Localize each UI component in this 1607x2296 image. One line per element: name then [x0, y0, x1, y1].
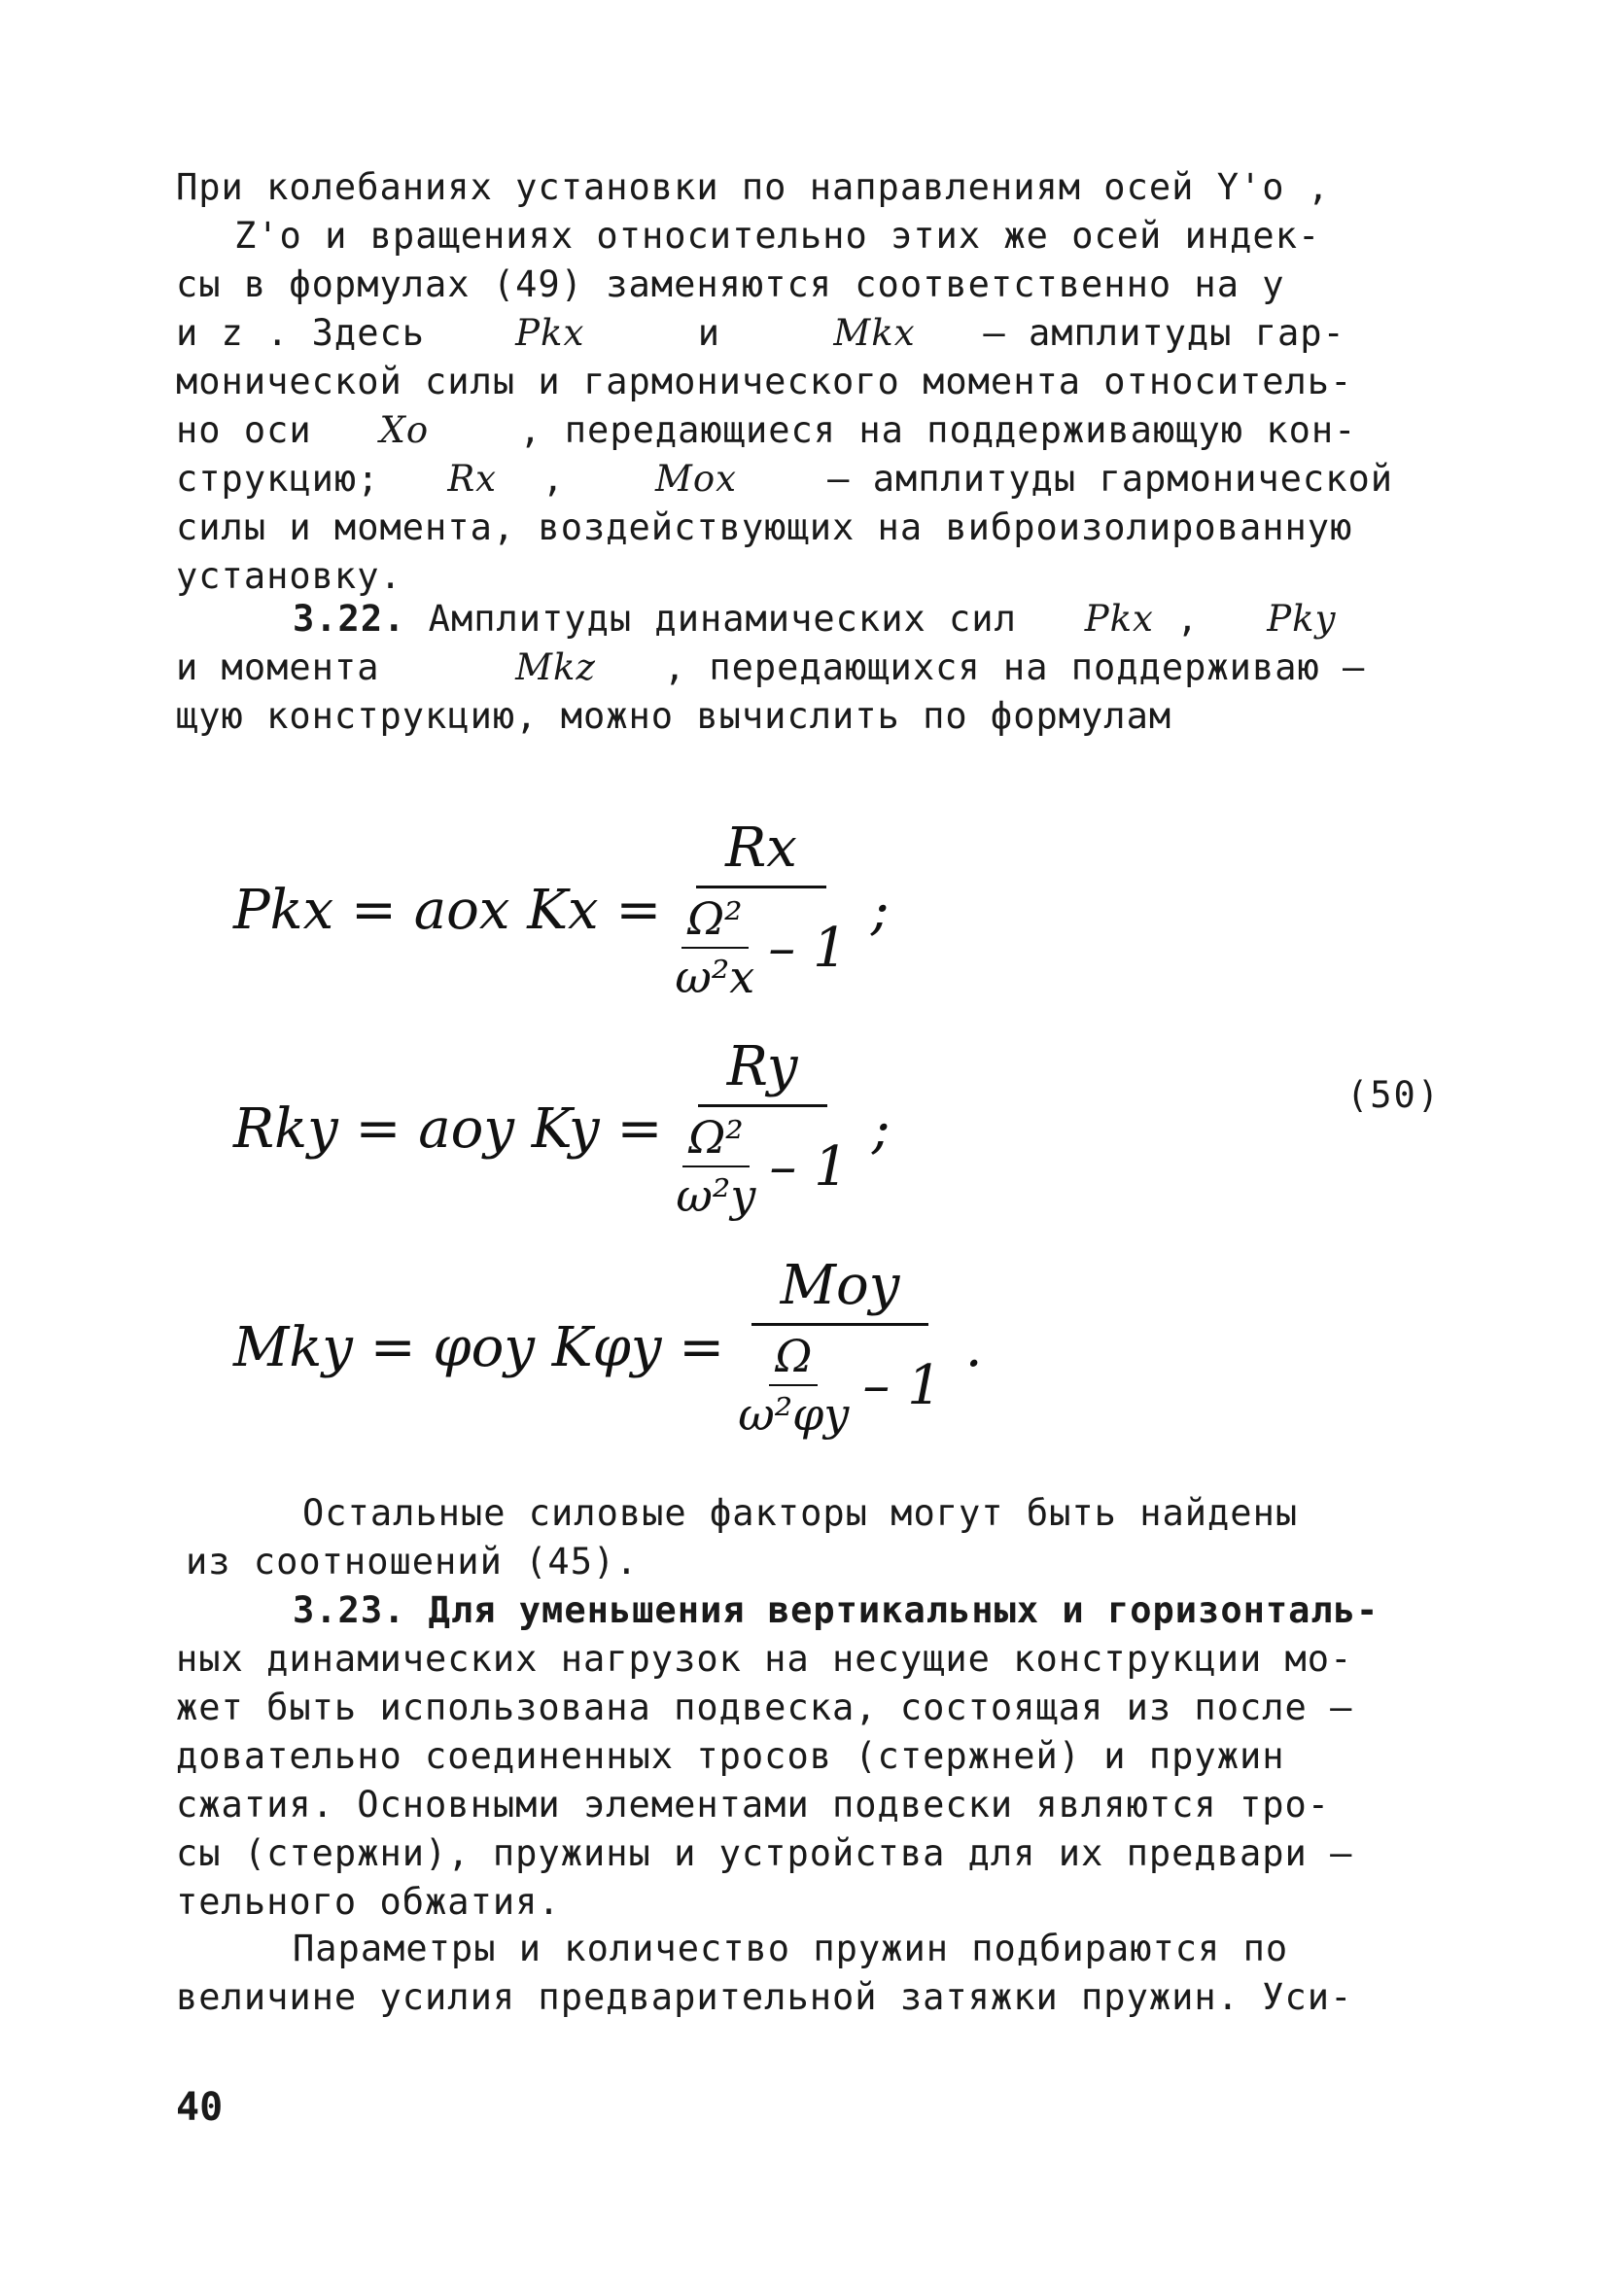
- symbol-mkx: Mkx: [833, 312, 916, 354]
- inner-denominator: ω²φy: [738, 1388, 850, 1441]
- symbol-mkz: Mkz: [515, 646, 596, 688]
- text-line: щую конструкцию, можно вычислить по формулам: [176, 695, 1172, 737]
- page-number: 40: [176, 2085, 224, 2130]
- text-line: тельного обжатия.: [176, 1881, 561, 1923]
- fraction-numerator: Rx: [696, 817, 826, 888]
- text-line: [176, 595, 1440, 644]
- fraction: [676, 1035, 848, 1222]
- text-line: [176, 455, 1440, 504]
- section-number: 3.22.: [293, 598, 406, 640]
- inner-fraction: [676, 1111, 755, 1222]
- symbol-rx: Rx: [447, 458, 498, 500]
- symbol-pky: Pky: [1267, 598, 1337, 640]
- text-line: ных динамических нагрузок на несущие конструкции мо-: [176, 1638, 1353, 1680]
- fraction-numerator: Ry: [698, 1035, 827, 1107]
- minus-one: – 1: [769, 1134, 849, 1199]
- text-line: установку.: [176, 555, 402, 597]
- text-line: При колебаниях установки по направлениям осей Y'o ,: [176, 166, 1331, 208]
- inner-numerator: Ω²: [681, 892, 749, 949]
- text-line: [176, 1586, 1440, 1635]
- inner-denominator: ω²x: [675, 951, 755, 1003]
- text-line: [176, 309, 1440, 358]
- text-fragment: ,: [541, 458, 565, 500]
- fraction-denominator: [676, 1107, 848, 1222]
- text-line: величине усилия предварительной затяжки пружин. Уси-: [176, 1976, 1353, 2018]
- formula-rky: [233, 1035, 891, 1222]
- text-fragment: Амплитуды динамических сил: [428, 598, 1017, 640]
- symbol-pkx: Pkx: [1084, 598, 1154, 640]
- symbol-xo: Xo: [379, 409, 430, 451]
- inner-fraction: [675, 892, 754, 1003]
- paragraph-axes-description: [176, 163, 1440, 601]
- symbol-mox: Mox: [655, 458, 738, 500]
- section-number: 3.23.: [293, 1589, 406, 1631]
- fraction: [738, 1254, 942, 1441]
- text-fragment: струкцию;: [176, 458, 380, 500]
- text-line: сы (стержни), пружины и устройства для их предвари –: [176, 1832, 1353, 1874]
- text-fragment: , передающихся на поддерживаю –: [663, 646, 1366, 688]
- text-line: Остальные силовые факторы могут быть найдены: [302, 1492, 1299, 1534]
- punctuation: ;: [870, 878, 890, 942]
- text-line: из соотношений (45).: [186, 1541, 639, 1583]
- text-fragment: – амплитуды гар-: [983, 312, 1345, 354]
- inner-fraction: [738, 1330, 849, 1441]
- punctuation: ;: [871, 1096, 891, 1161]
- inner-numerator: Ω: [769, 1330, 818, 1386]
- minus-one: – 1: [862, 1353, 942, 1417]
- formula-block-50: [0, 797, 1607, 1478]
- text-line: монической силы и гармонического момента относитель-: [176, 361, 1353, 402]
- formula-lhs: Pkx = aox Kx =: [233, 878, 662, 942]
- text-line: [176, 406, 1440, 455]
- text-line: жет быть использована подвеска, состоящая из после –: [176, 1687, 1353, 1728]
- formula-lhs: Mky = φoy Kφy =: [233, 1315, 725, 1379]
- text-fragment: Для уменьшения вертикальных и горизонталь-: [428, 1589, 1380, 1631]
- minus-one: – 1: [768, 916, 848, 980]
- paragraph-3-22: [176, 595, 1440, 741]
- text-line: Параметры и количество пружин подбираются по: [293, 1928, 1289, 1969]
- equation-number: (50): [1346, 1074, 1442, 1116]
- text-fragment: и z . Здесь: [176, 312, 426, 354]
- fraction-numerator: Moy: [751, 1254, 929, 1326]
- paragraph-spring-parameters: [176, 1925, 1440, 2022]
- symbol-pkx: Pkx: [515, 312, 585, 354]
- text-line: сжатия. Основными элементами подвески являются тро-: [176, 1784, 1331, 1826]
- paragraph-other-factors: [176, 1489, 1440, 1586]
- text-line: Z'o и вращениях относительно этих же осей индек-: [234, 215, 1321, 257]
- paragraph-3-23: [176, 1586, 1440, 1927]
- text-line: довательно соединенных тросов (стержней) и пружин: [176, 1735, 1285, 1777]
- text-fragment: , передающиеся на поддерживающую кон-: [519, 409, 1357, 451]
- text-fragment: и момента: [176, 646, 380, 688]
- text-line: [176, 644, 1440, 692]
- fraction-denominator: [675, 888, 847, 1003]
- text-line: сы в формулах (49) заменяются соответственно на y: [176, 263, 1285, 305]
- text-fragment: – амплитуды гармонической: [827, 458, 1394, 500]
- punctuation: .: [964, 1315, 983, 1379]
- text-fragment: но оси: [176, 409, 312, 451]
- text-fragment: и: [697, 312, 721, 354]
- fraction-denominator: [738, 1326, 942, 1441]
- formula-pkx: [233, 817, 890, 1003]
- formula-lhs: Rky = aoy Ky =: [233, 1096, 663, 1161]
- fraction: [675, 817, 847, 1003]
- text-line: силы и момента, воздействующих на виброизолированную: [176, 506, 1353, 548]
- text-fragment: ,: [1176, 598, 1200, 640]
- inner-denominator: ω²y: [676, 1169, 756, 1222]
- formula-mky: [233, 1254, 983, 1441]
- inner-numerator: Ω²: [682, 1111, 750, 1167]
